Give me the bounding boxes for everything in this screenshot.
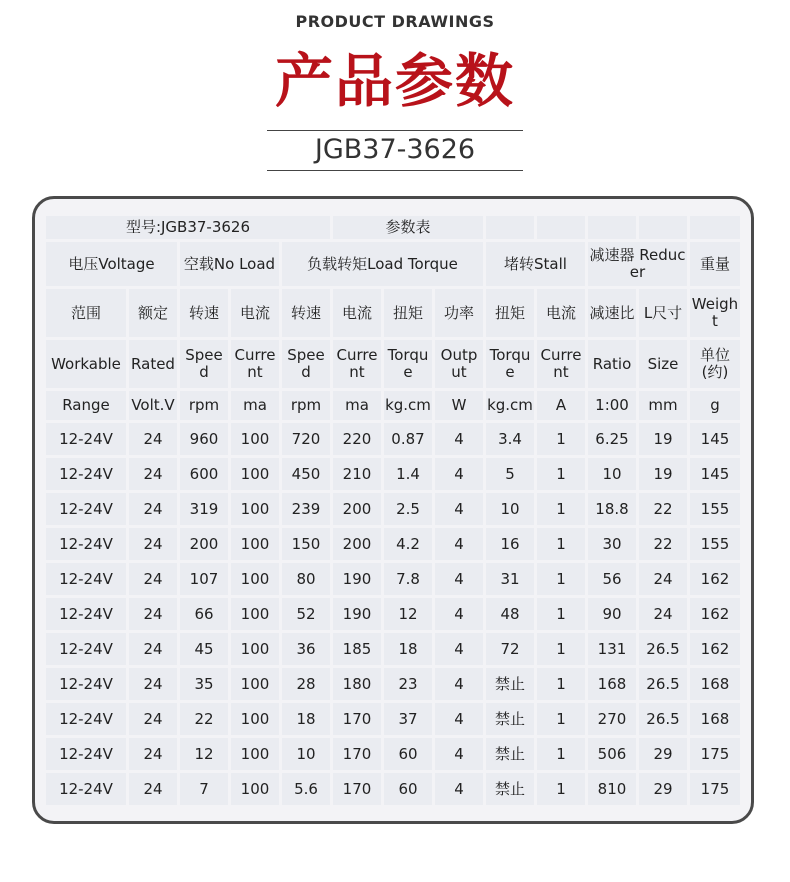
table-cell: 12-24V <box>46 528 126 560</box>
table-row <box>46 528 740 560</box>
blank-cell <box>537 216 585 239</box>
table-cell: 29 <box>639 738 687 770</box>
table-cell: 35 <box>180 668 228 700</box>
header-cell: Speed <box>180 340 228 388</box>
table-cell: 24 <box>639 598 687 630</box>
table-cell: 12 <box>384 598 432 630</box>
table-cell: 100 <box>231 703 279 735</box>
table-cell: 24 <box>129 528 177 560</box>
header-cell: 电流 <box>537 289 585 337</box>
table-cell: 26.5 <box>639 703 687 735</box>
table-cell: 168 <box>588 668 636 700</box>
table-cell: 190 <box>333 563 381 595</box>
table-cell: 200 <box>180 528 228 560</box>
table-cell: 155 <box>690 528 740 560</box>
table-cell: 22 <box>180 703 228 735</box>
table-cell: 24 <box>129 598 177 630</box>
table-cell: 6.25 <box>588 423 636 455</box>
table-cell: 10 <box>282 738 330 770</box>
unit-cell: A <box>537 391 585 420</box>
table-cell: 12-24V <box>46 773 126 805</box>
table-cell: 4 <box>435 458 483 490</box>
table-cell: 禁止 <box>486 703 534 735</box>
table-cell: 16 <box>486 528 534 560</box>
unit-cell: g <box>690 391 740 420</box>
header-row-model <box>46 216 740 239</box>
table-cell: 12-24V <box>46 563 126 595</box>
table-cell: 220 <box>333 423 381 455</box>
table-cell: 145 <box>690 423 740 455</box>
weight-group-cell: 重量 <box>690 242 740 286</box>
table-cell: 72 <box>486 633 534 665</box>
table-cell: 4 <box>435 563 483 595</box>
table-cell: 31 <box>486 563 534 595</box>
unit-cell: kg.cm <box>384 391 432 420</box>
unit-cell: 1:00 <box>588 391 636 420</box>
model-label-cell: 型号:JGB37-3626 <box>46 216 330 239</box>
table-cell: 1 <box>537 668 585 700</box>
model-title: JGB37-3626 <box>314 134 476 165</box>
table-cell: 80 <box>282 563 330 595</box>
unit-cell: rpm <box>282 391 330 420</box>
table-cell: 18 <box>384 633 432 665</box>
header-cell: 单位(约) <box>690 340 740 388</box>
table-cell: 150 <box>282 528 330 560</box>
header-cell: 转速 <box>180 289 228 337</box>
table-cell: 禁止 <box>486 773 534 805</box>
header-cell: Torque <box>384 340 432 388</box>
header-row-groups <box>46 242 740 286</box>
table-cell: 24 <box>129 773 177 805</box>
header-cell: Current <box>231 340 279 388</box>
table-cell: 4 <box>435 423 483 455</box>
table-cell: 1 <box>537 633 585 665</box>
table-cell: 12-24V <box>46 738 126 770</box>
table-cell: 1 <box>537 563 585 595</box>
table-cell: 48 <box>486 598 534 630</box>
table-cell: 0.87 <box>384 423 432 455</box>
blank-cell <box>486 216 534 239</box>
header-row-en <box>46 340 740 388</box>
table-cell: 4 <box>435 773 483 805</box>
table-cell: 100 <box>231 563 279 595</box>
voltage-group-cell: 电压Voltage <box>46 242 177 286</box>
table-cell: 禁止 <box>486 738 534 770</box>
table-row <box>46 773 740 805</box>
load-torque-group-cell: 负载转矩Load Torque <box>282 242 483 286</box>
table-cell: 720 <box>282 423 330 455</box>
header-row-cn <box>46 289 740 337</box>
table-cell: 12-24V <box>46 703 126 735</box>
table-cell: 36 <box>282 633 330 665</box>
header-cell: 额定 <box>129 289 177 337</box>
table-row <box>46 598 740 630</box>
header-cell: 电流 <box>231 289 279 337</box>
table-row <box>46 458 740 490</box>
table-cell: 1 <box>537 773 585 805</box>
header-cell: 电流 <box>333 289 381 337</box>
header-cell: Torque <box>486 340 534 388</box>
header-cell: Rated <box>129 340 177 388</box>
table-cell: 100 <box>231 598 279 630</box>
table-row <box>46 423 740 455</box>
title-divider-top <box>267 130 523 131</box>
table-cell: 7 <box>180 773 228 805</box>
header-cell: Current <box>537 340 585 388</box>
product-drawings-subtitle: PRODUCT DRAWINGS <box>295 12 495 31</box>
header-cell: 扭矩 <box>384 289 432 337</box>
table-cell: 22 <box>639 493 687 525</box>
header-cell: Output <box>435 340 483 388</box>
table-cell: 100 <box>231 528 279 560</box>
table-cell: 12-24V <box>46 423 126 455</box>
table-cell: 1.4 <box>384 458 432 490</box>
header-cell: Weight <box>690 289 740 337</box>
table-cell: 10 <box>486 493 534 525</box>
table-cell: 24 <box>129 563 177 595</box>
table-cell: 37 <box>384 703 432 735</box>
table-cell: 100 <box>231 423 279 455</box>
header-cell: 功率 <box>435 289 483 337</box>
table-cell: 12-24V <box>46 598 126 630</box>
table-cell: 185 <box>333 633 381 665</box>
table-cell: 1 <box>537 493 585 525</box>
table-cell: 5.6 <box>282 773 330 805</box>
table-cell: 23 <box>384 668 432 700</box>
table-cell: 4 <box>435 703 483 735</box>
blank-cell <box>690 216 740 239</box>
table-cell: 4.2 <box>384 528 432 560</box>
table-cell: 810 <box>588 773 636 805</box>
title-divider-bottom <box>267 170 523 171</box>
table-cell: 180 <box>333 668 381 700</box>
table-cell: 600 <box>180 458 228 490</box>
table-cell: 24 <box>129 493 177 525</box>
table-cell: 26.5 <box>639 668 687 700</box>
header-cell: 扭矩 <box>486 289 534 337</box>
header-cell: Current <box>333 340 381 388</box>
header-cell: Ratio <box>588 340 636 388</box>
table-cell: 52 <box>282 598 330 630</box>
table-cell: 155 <box>690 493 740 525</box>
no-load-group-cell: 空载No Load <box>180 242 279 286</box>
table-cell: 30 <box>588 528 636 560</box>
header-cell: Speed <box>282 340 330 388</box>
table-cell: 170 <box>333 703 381 735</box>
table-cell: 28 <box>282 668 330 700</box>
table-cell: 5 <box>486 458 534 490</box>
header-cell: 范围 <box>46 289 126 337</box>
blank-cell <box>639 216 687 239</box>
table-cell: 162 <box>690 633 740 665</box>
table-cell: 12-24V <box>46 493 126 525</box>
table-cell: 24 <box>129 668 177 700</box>
table-cell: 4 <box>435 738 483 770</box>
table-cell: 162 <box>690 563 740 595</box>
table-cell: 1 <box>537 423 585 455</box>
sheet-label-cell: 参数表 <box>333 216 483 239</box>
header-row-units <box>46 391 740 420</box>
table-cell: 960 <box>180 423 228 455</box>
blank-cell <box>588 216 636 239</box>
table-cell: 100 <box>231 633 279 665</box>
table-cell: 200 <box>333 528 381 560</box>
table-row <box>46 703 740 735</box>
unit-cell: W <box>435 391 483 420</box>
table-cell: 1 <box>537 528 585 560</box>
table-cell: 1 <box>537 703 585 735</box>
table-cell: 190 <box>333 598 381 630</box>
table-cell: 26.5 <box>639 633 687 665</box>
table-cell: 7.8 <box>384 563 432 595</box>
table-cell: 175 <box>690 738 740 770</box>
table-cell: 12 <box>180 738 228 770</box>
table-cell: 60 <box>384 738 432 770</box>
table-cell: 24 <box>129 633 177 665</box>
table-cell: 168 <box>690 668 740 700</box>
table-cell: 45 <box>180 633 228 665</box>
header-cell: 转速 <box>282 289 330 337</box>
table-cell: 175 <box>690 773 740 805</box>
table-cell: 12-24V <box>46 633 126 665</box>
table-cell: 22 <box>639 528 687 560</box>
table-cell: 1 <box>537 458 585 490</box>
table-cell: 24 <box>129 423 177 455</box>
reducer-group-cell: 减速器 Reducer <box>588 242 687 286</box>
table-row <box>46 493 740 525</box>
table-cell: 10 <box>588 458 636 490</box>
table-cell: 19 <box>639 458 687 490</box>
table-cell: 24 <box>639 563 687 595</box>
table-cell: 1 <box>537 738 585 770</box>
unit-cell: Range <box>46 391 126 420</box>
header-cell: Workable <box>46 340 126 388</box>
table-cell: 168 <box>690 703 740 735</box>
table-cell: 3.4 <box>486 423 534 455</box>
unit-cell: ma <box>231 391 279 420</box>
table-cell: 100 <box>231 773 279 805</box>
table-cell: 100 <box>231 458 279 490</box>
table-cell: 100 <box>231 738 279 770</box>
table-cell: 170 <box>333 738 381 770</box>
table-cell: 19 <box>639 423 687 455</box>
table-cell: 162 <box>690 598 740 630</box>
table-cell: 24 <box>129 703 177 735</box>
spec-table <box>43 213 743 808</box>
unit-cell: ma <box>333 391 381 420</box>
table-cell: 18.8 <box>588 493 636 525</box>
table-cell: 450 <box>282 458 330 490</box>
table-cell: 131 <box>588 633 636 665</box>
table-cell: 239 <box>282 493 330 525</box>
table-cell: 60 <box>384 773 432 805</box>
unit-cell: Volt.V <box>129 391 177 420</box>
table-cell: 29 <box>639 773 687 805</box>
table-cell: 319 <box>180 493 228 525</box>
table-cell: 90 <box>588 598 636 630</box>
unit-cell: rpm <box>180 391 228 420</box>
header-cell: 减速比 <box>588 289 636 337</box>
table-cell: 4 <box>435 528 483 560</box>
table-cell: 56 <box>588 563 636 595</box>
table-cell: 2.5 <box>384 493 432 525</box>
table-cell: 12-24V <box>46 458 126 490</box>
table-cell: 270 <box>588 703 636 735</box>
table-cell: 145 <box>690 458 740 490</box>
table-cell: 4 <box>435 633 483 665</box>
unit-cell: mm <box>639 391 687 420</box>
table-cell: 107 <box>180 563 228 595</box>
table-row <box>46 563 740 595</box>
table-cell: 24 <box>129 458 177 490</box>
table-row <box>46 633 740 665</box>
table-cell: 12-24V <box>46 668 126 700</box>
table-cell: 200 <box>333 493 381 525</box>
header-cell: Size <box>639 340 687 388</box>
stall-group-cell: 堵转Stall <box>486 242 585 286</box>
page-title: 产品参数 <box>274 47 515 115</box>
table-cell: 禁止 <box>486 668 534 700</box>
header-cell: L尺寸 <box>639 289 687 337</box>
table-row <box>46 668 740 700</box>
table-cell: 506 <box>588 738 636 770</box>
table-cell: 100 <box>231 493 279 525</box>
table-cell: 18 <box>282 703 330 735</box>
unit-cell: kg.cm <box>486 391 534 420</box>
table-cell: 4 <box>435 598 483 630</box>
table-row <box>46 738 740 770</box>
table-cell: 24 <box>129 738 177 770</box>
table-cell: 170 <box>333 773 381 805</box>
table-cell: 210 <box>333 458 381 490</box>
table-cell: 4 <box>435 668 483 700</box>
table-cell: 100 <box>231 668 279 700</box>
table-cell: 1 <box>537 598 585 630</box>
table-cell: 66 <box>180 598 228 630</box>
table-cell: 4 <box>435 493 483 525</box>
